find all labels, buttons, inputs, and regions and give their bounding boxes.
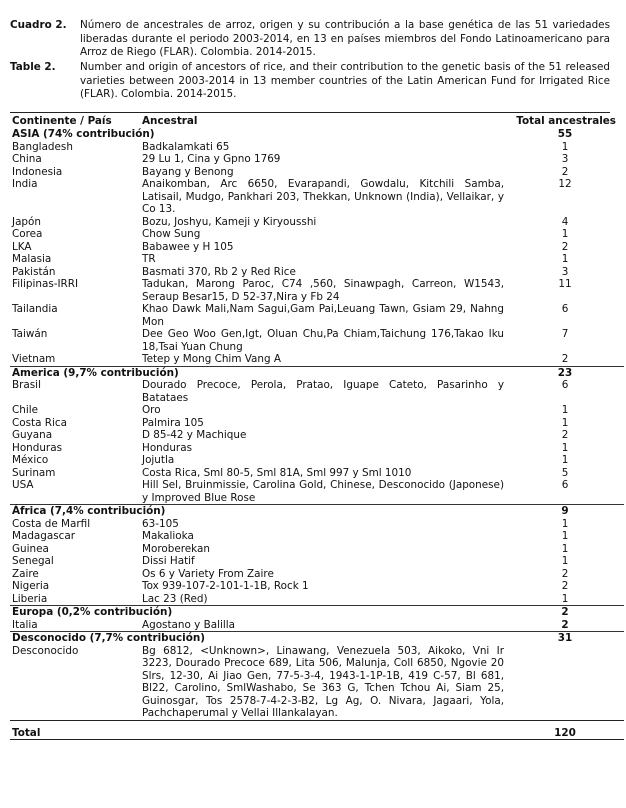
- total-row: [10, 720, 624, 740]
- continent-total: 2: [504, 606, 624, 619]
- ancestral-cell: Babawee y H 105: [142, 240, 234, 253]
- total-cell: 2: [561, 567, 569, 580]
- total-cell: [504, 645, 624, 721]
- table-row: [10, 303, 624, 328]
- total-cell: 2: [561, 618, 569, 631]
- ancestral-cell: Khao Dawk Mali,Nam Sagui,Gam Pai,Leuang Tawn, Gsiam 29, Nahng Mon: [142, 303, 504, 328]
- total-cell: 1: [561, 592, 569, 605]
- total-cell: 4: [561, 215, 569, 228]
- table-top-rule: [10, 112, 610, 113]
- total-value: 120: [504, 720, 624, 740]
- country-cell: Nigeria: [12, 580, 50, 592]
- table-row: [10, 429, 624, 442]
- continent-name: Desconocido (7,7% contribución): [10, 632, 504, 645]
- ancestral-cell: Dourado Precoce, Perola, Pratao, Iguape Cateto, Pasarinho y Batataes: [142, 379, 504, 404]
- total-cell: 2: [561, 240, 569, 253]
- table-row: [10, 645, 624, 721]
- table-row: [10, 241, 624, 254]
- country-cell: Tailandia: [12, 303, 58, 315]
- total-cell: 1: [561, 253, 569, 265]
- table-row: [10, 543, 624, 556]
- ancestral-cell: 63-105: [142, 517, 179, 530]
- total-cell: 12: [558, 178, 572, 190]
- ancestral-cell: 29 Lu 1, Cina y Gpno 1769: [142, 153, 281, 165]
- table-row: [10, 153, 624, 166]
- country-cell: Filipinas-IRRI: [12, 278, 79, 290]
- total-cell: 1: [561, 140, 569, 153]
- continent-name: ASIA (74% contribución): [12, 128, 155, 140]
- continent-total: 23: [504, 366, 624, 379]
- country-cell: Guinea: [12, 542, 49, 555]
- table-row: [10, 442, 624, 455]
- total-cell: 2: [561, 580, 569, 592]
- country-cell: India: [12, 178, 38, 190]
- ancestral-cell: Os 6 y Variety From Zaire: [142, 567, 274, 580]
- table-row: [10, 568, 624, 581]
- country-cell: Madagascar: [12, 530, 76, 542]
- ancestral-cell: Costa Rica, Sml 80-5, Sml 81A, Sml 997 y Sml 1010: [142, 466, 412, 479]
- table-row: [10, 216, 624, 229]
- ancestral-cell: Tetep y Mong Chim Vang A: [142, 353, 282, 365]
- table-row: [10, 379, 624, 404]
- country-cell: Brasil: [12, 379, 41, 391]
- table-row: [10, 141, 624, 154]
- continent-total: 55: [557, 128, 573, 140]
- ancestral-cell: TR: [142, 253, 156, 265]
- ancestral-cell: Badkalamkati 65: [142, 140, 230, 153]
- country-cell: Italia: [12, 618, 38, 631]
- caption-spanish-text: Número de ancestrales de arroz, origen y su contribución a la base genética de las 51 variedades liberadas durante el periodo 2003-2014, en 13 en países miembros del Fondo Latinoamericano para Arroz de Riego (FLAR). Colombia. 2014-2015.: [80, 19, 610, 59]
- country-cell: Bangladesh: [12, 140, 73, 153]
- ancestral-cell: Anaikomban, Arc 6650, Evarapandi, Gowdalu, Kitchili Samba, Latisail, Mudgo, Pankhari 203, Thekkan, Unknown (India), Vellaikar, y Co 13.: [142, 178, 504, 215]
- ancestral-cell: Lac 23 (Red): [142, 592, 208, 605]
- continent-name: África (7,4% contribución): [10, 505, 504, 518]
- continent-row: [10, 606, 624, 619]
- country-cell: Malasia: [12, 253, 52, 265]
- ancestral-cell: Agostano y Balilla: [142, 618, 236, 631]
- ancestral-cell: Chow Sung: [142, 228, 201, 240]
- total-cell: 3: [561, 153, 569, 165]
- ancestors-table: [10, 115, 624, 740]
- table-row: [10, 479, 624, 505]
- country-cell: Vietnam: [12, 353, 56, 365]
- country-cell: Desconocido: [12, 644, 79, 657]
- ancestral-cell: Dee Geo Woo Gen,Igt, Oluan Chu,Pa Chiam,Taichung 176,Takao Iku 18,Tsai Yuan Chung: [142, 328, 504, 353]
- total-cell: 2: [561, 429, 569, 441]
- ancestral-cell: Bayang y Benong: [142, 165, 234, 178]
- continent-total: 9: [504, 505, 624, 518]
- ancestral-cell: Makalioka: [142, 530, 194, 542]
- table-row: [10, 593, 624, 606]
- country-cell: Surinam: [12, 466, 56, 479]
- total-cell: 11: [558, 278, 572, 290]
- country-cell: Senegal: [12, 555, 54, 567]
- continent-row: [10, 366, 624, 379]
- total-cell: 5: [561, 466, 569, 479]
- table-header-row: [10, 115, 624, 128]
- caption-spanish: [10, 19, 610, 61]
- total-cell: 1: [561, 542, 569, 555]
- country-cell: Costa Rica: [12, 416, 67, 429]
- country-cell: China: [12, 153, 42, 165]
- continent-name: America (9,7% contribución): [10, 366, 504, 379]
- table-row: [10, 328, 624, 353]
- ancestral-cell: Honduras: [142, 441, 192, 454]
- table-row: [10, 166, 624, 179]
- total-cell: 6: [561, 479, 569, 491]
- total-cell: 1: [561, 441, 569, 454]
- country-cell: Japón: [12, 215, 41, 228]
- country-cell: Corea: [12, 228, 43, 240]
- table-row: [10, 555, 624, 568]
- ancestral-cell: Bozu, Joshyu, Kameji y Kiryousshi: [142, 215, 317, 228]
- continent-total: 31: [504, 632, 624, 645]
- ancestral-cell: Oro: [142, 404, 161, 416]
- table-row: [10, 404, 624, 417]
- ancestral-cell: Tox 939-107-2-101-1-1B, Rock 1: [142, 580, 309, 592]
- ancestral-cell: Dissi Hatif: [142, 555, 195, 567]
- table-row: [10, 619, 624, 632]
- total-cell: 6: [561, 303, 569, 315]
- ancestral-cell: Moroberekan: [142, 542, 210, 555]
- total-cell: 1: [561, 530, 569, 542]
- total-cell: 2: [561, 353, 569, 365]
- table-row: [10, 253, 624, 266]
- total-cell: 2: [561, 165, 569, 178]
- ancestral-cell: D 85-42 y Machique: [142, 429, 247, 441]
- continent-row: [10, 632, 624, 645]
- country-cell: Chile: [12, 404, 39, 416]
- ancestral-cell: Hill Sel, Bruinmissie, Carolina Gold, Chinese, Desconocido (Japonese) y Improved Blue Rose: [142, 479, 504, 504]
- total-cell: 1: [561, 454, 569, 466]
- country-cell: Indonesia: [12, 165, 63, 178]
- ancestral-cell: Palmira 105: [142, 416, 204, 429]
- country-cell: Zaire: [12, 567, 39, 580]
- caption-spanish-label: Cuadro 2.: [10, 19, 67, 31]
- total-cell: 1: [561, 404, 569, 416]
- continent-name: Europa (0,2% contribución): [10, 606, 504, 619]
- table-row: [10, 178, 624, 216]
- total-cell: 1: [561, 416, 569, 429]
- table-row: [10, 228, 624, 241]
- table-row: [10, 467, 624, 480]
- caption-english: [10, 61, 610, 103]
- total-label: Total: [10, 720, 504, 740]
- table-row: [10, 530, 624, 543]
- table-row: [10, 353, 624, 366]
- continent-row: [10, 505, 624, 518]
- total-cell: 1: [561, 517, 569, 530]
- country-cell: Taiwán: [12, 328, 48, 340]
- ancestral-cell: Basmati 370, Rb 2 y Red Rice: [142, 265, 296, 278]
- country-cell: Costa de Marfil: [12, 517, 91, 530]
- ancestral-cell: Tadukan, Marong Paroc, C74 ,560, Sinawpagh, Carreon, W1543, Seraup Besar15, D 52-37,Nira y Fb 24: [142, 278, 504, 303]
- table-row: [10, 417, 624, 430]
- country-cell: México: [12, 454, 49, 466]
- total-cell: 1: [561, 228, 569, 240]
- country-cell: Guyana: [12, 429, 53, 441]
- header-ancestral: Ancestral: [142, 115, 198, 127]
- country-cell: USA: [12, 479, 34, 491]
- country-cell: LKA: [12, 240, 32, 253]
- total-cell: 7: [561, 328, 569, 340]
- header-total: Total ancestrales: [516, 115, 616, 127]
- total-cell: 6: [561, 379, 569, 391]
- total-cell: 3: [561, 265, 569, 278]
- total-cell: 1: [561, 555, 569, 567]
- header-country: Continente / País: [12, 115, 112, 127]
- caption-english-label: Table 2.: [10, 61, 56, 73]
- ancestral-cell: Jojutla: [142, 454, 175, 466]
- table-row: [10, 518, 624, 531]
- continent-row: [10, 128, 624, 141]
- caption-english-text: Number and origin of ancestors of rice, and their contribution to the genetic basis of the 51 released varieties between 2003-2014 in 13 member countries of the Latin American Fund for Irrigated Rice (FLAR). Colombia. 2014-2015.: [80, 61, 610, 101]
- table-row: [10, 266, 624, 279]
- table-row: [10, 580, 624, 593]
- country-cell: Liberia: [12, 592, 48, 605]
- ancestral-cell: Bg 6812, <Unknown>, Linawang, Venezuela 503, Aikoko, Vni Ir 3223, Dourado Precoce 689, Lita 506, Malunja, Coll 6850, Ngovie 20 Slrs, 12-30, Ai Jiao Gen, 77-5-3-4, 1943-1-1P-1B, 419 C-57, Bl 681, Bl22, Carolino, SmlWashabo, Se 363 G, Tchen Tchou Ai, Siam 25, Guinosgar, Tos 2578-7-4-2-3-B2, Lg Ag, O. Nivara, Jagaari, Yola, Pachchaperumal y Vellai Illankalayan.: [142, 644, 504, 719]
- country-cell: Pakistán: [12, 265, 56, 278]
- table-row: [10, 278, 624, 303]
- table-row: [10, 454, 624, 467]
- country-cell: Honduras: [12, 441, 62, 454]
